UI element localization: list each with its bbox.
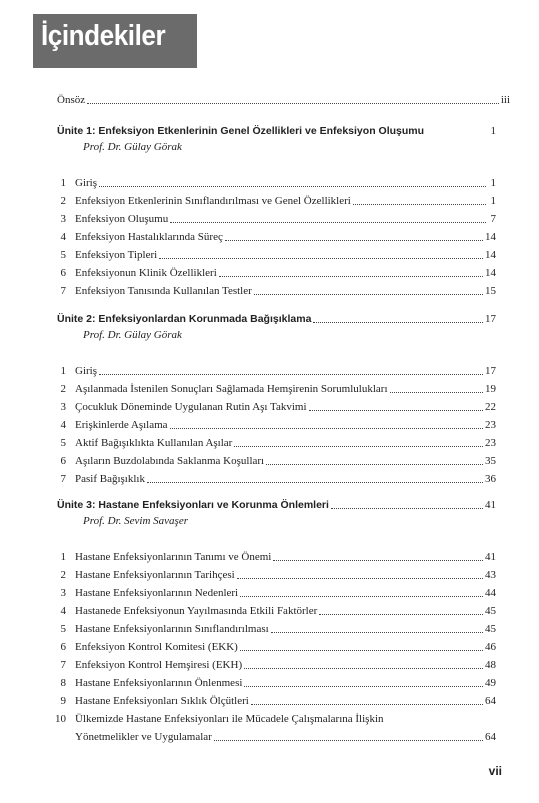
toc-item-label: Aşıların Buzdolabında Saklanma Koşulları xyxy=(75,455,265,467)
toc-item xyxy=(75,675,496,690)
toc-page: 46 xyxy=(485,641,496,653)
toc-item xyxy=(75,639,496,654)
toc-item xyxy=(75,657,496,672)
toc-item-number: 4 xyxy=(60,605,66,617)
dot-leader xyxy=(244,685,483,687)
toc-item-number: 6 xyxy=(60,641,66,653)
toc-item-number: 2 xyxy=(60,383,66,395)
unit-author: Prof. Dr. Sevim Savaşer xyxy=(83,515,188,527)
toc-page: 43 xyxy=(485,569,496,581)
toc-item xyxy=(75,211,496,226)
toc-item-number: 5 xyxy=(60,623,66,635)
toc-page: 45 xyxy=(485,605,496,617)
toc-label: Önsöz xyxy=(57,94,86,106)
toc-item-label: Enfeksiyon Kontrol Komitesi (EKK) xyxy=(75,641,238,653)
toc-row-unit xyxy=(57,497,496,512)
toc-item-label: Erişkinlerde Aşılama xyxy=(75,419,168,431)
dot-leader xyxy=(87,102,499,104)
toc-item xyxy=(75,585,496,600)
dot-leader xyxy=(273,559,483,561)
toc-item-number: 5 xyxy=(60,249,66,261)
toc-item-number: 7 xyxy=(60,285,66,297)
dot-leader xyxy=(219,275,483,277)
toc-page: 45 xyxy=(485,623,496,635)
toc-row-unit xyxy=(57,123,496,138)
toc-item-label: Hastane Enfeksiyonlarının Sınıflandırılması xyxy=(75,623,269,635)
dot-leader xyxy=(240,595,483,597)
toc-item-label: Pasif Bağışıklık xyxy=(75,473,145,485)
unit-title: Ünite 1: Enfeksiyon Etkenlerinin Genel Özellikleri ve Enfeksiyon Oluşumu xyxy=(57,125,425,137)
toc-item xyxy=(75,711,496,726)
toc-page: 64 xyxy=(485,695,496,707)
unit-title: Ünite 2: Enfeksiyonlardan Korunmada Bağışıklama xyxy=(57,313,312,325)
toc-item-label: Enfeksiyon Tipleri xyxy=(75,249,158,261)
toc-page: 17 xyxy=(485,313,496,325)
toc-item xyxy=(75,549,496,564)
dot-leader xyxy=(225,239,483,241)
dot-leader xyxy=(237,577,483,579)
toc-item-label: Ülkemizde Hastane Enfeksiyonları ile Mücadele Çalışmalarına İlişkin xyxy=(75,713,384,725)
contents-heading: İçindekiler xyxy=(41,20,166,52)
toc-item xyxy=(75,417,496,432)
dot-leader xyxy=(266,463,483,465)
unit-title: Ünite 3: Hastane Enfeksiyonları ve Korunma Önlemleri xyxy=(57,499,329,511)
toc-item-number: 4 xyxy=(60,231,66,243)
toc-page: 23 xyxy=(485,419,496,431)
dot-leader xyxy=(313,321,483,323)
dot-leader xyxy=(170,427,483,429)
toc-item-number: 3 xyxy=(60,587,66,599)
dot-leader xyxy=(99,373,483,375)
toc-item-number: 1 xyxy=(60,551,66,563)
toc-item-label: Hastane Enfeksiyonlarının Tarihçesi xyxy=(75,569,235,581)
toc-item xyxy=(75,603,496,618)
toc-item xyxy=(75,471,496,486)
toc-item-number: 1 xyxy=(60,365,66,377)
toc-item-label: Aşılanmada İstenilen Sonuçları Sağlamada Hemşirenin Sorumlulukları xyxy=(75,383,388,395)
dot-leader xyxy=(251,703,483,705)
toc-page: 41 xyxy=(485,499,496,511)
toc-item-number: 2 xyxy=(60,569,66,581)
dot-leader xyxy=(147,481,483,483)
toc-item-number: 1 xyxy=(60,177,66,189)
toc-item xyxy=(75,453,496,468)
toc-page: 1 xyxy=(490,177,496,189)
dot-leader xyxy=(271,631,483,633)
toc-item-label: Çocukluk Döneminde Uygulanan Rutin Aşı Takvimi xyxy=(75,401,307,413)
page-number: vii xyxy=(488,764,502,778)
toc-page: 1 xyxy=(490,195,496,207)
toc-item-number: 9 xyxy=(60,695,66,707)
toc-page: 14 xyxy=(485,231,496,243)
toc-page: 14 xyxy=(485,249,496,261)
toc-item xyxy=(75,363,496,378)
dot-leader xyxy=(234,445,483,447)
toc-item xyxy=(75,693,496,708)
dot-leader xyxy=(240,649,483,651)
toc-row-unit xyxy=(57,311,496,326)
toc-item-number: 5 xyxy=(60,437,66,449)
toc-item-number: 2 xyxy=(60,195,66,207)
toc-page: 35 xyxy=(485,455,496,467)
toc-page: 41 xyxy=(485,551,496,563)
dot-leader xyxy=(309,409,483,411)
toc-item xyxy=(75,567,496,582)
toc-page: 44 xyxy=(485,587,496,599)
dot-leader xyxy=(390,391,483,393)
toc-item xyxy=(75,229,496,244)
toc-item-number: 7 xyxy=(60,659,66,671)
dot-leader xyxy=(99,185,486,187)
dot-leader xyxy=(244,667,483,669)
toc-item-label: Enfeksiyon Etkenlerinin Sınıflandırılması ve Genel Özellikleri xyxy=(75,195,351,207)
toc-item-label: Yönetmelikler ve Uygulamalar xyxy=(75,731,212,743)
toc-page: 15 xyxy=(485,285,496,297)
toc-row-preface xyxy=(57,92,510,107)
toc-item-label: Hastane Enfeksiyonlarının Önlenmesi xyxy=(75,677,243,689)
toc-item-number: 6 xyxy=(60,455,66,467)
toc-item-label: Giriş xyxy=(75,365,97,377)
toc-item-label: Enfeksiyon Tanısında Kullanılan Testler xyxy=(75,285,252,297)
toc-item xyxy=(75,247,496,262)
toc-page: 7 xyxy=(490,213,496,225)
dot-leader xyxy=(214,739,483,741)
toc-page: 22 xyxy=(485,401,496,413)
unit-author: Prof. Dr. Gülay Görak xyxy=(83,329,182,341)
toc-item-label: Enfeksiyon Oluşumu xyxy=(75,213,169,225)
toc-item xyxy=(75,399,496,414)
toc-item-number: 6 xyxy=(60,267,66,279)
toc-page: 1 xyxy=(490,125,496,137)
dot-leader xyxy=(254,293,483,295)
toc-item-label: Giriş xyxy=(75,177,97,189)
toc-item-number: 8 xyxy=(60,677,66,689)
dot-leader xyxy=(331,507,483,509)
unit-author: Prof. Dr. Gülay Görak xyxy=(83,141,182,153)
toc-item-label: Hastane Enfeksiyonları Sıklık Ölçütleri xyxy=(75,695,249,707)
toc-item-label: Enfeksiyon Kontrol Hemşiresi (EKH) xyxy=(75,659,243,671)
toc-item-label: Enfeksiyon Hastalıklarında Süreç xyxy=(75,231,223,243)
toc-item-number: 10 xyxy=(55,713,66,725)
toc-page: 19 xyxy=(485,383,496,395)
toc-item-number: 7 xyxy=(60,473,66,485)
toc-item xyxy=(75,381,496,396)
toc-page: 23 xyxy=(485,437,496,449)
toc-item xyxy=(75,621,496,636)
dot-leader xyxy=(159,257,483,259)
toc-item-number: 4 xyxy=(60,419,66,431)
toc-item xyxy=(75,435,496,450)
toc-item-label: Enfeksiyonun Klinik Özellikleri xyxy=(75,267,217,279)
dot-leader xyxy=(319,613,483,615)
toc-page: 36 xyxy=(485,473,496,485)
toc-page: iii xyxy=(500,94,510,106)
toc-page: 49 xyxy=(485,677,496,689)
toc-item-label: Hastanede Enfeksiyonun Yayılmasında Etkili Faktörler xyxy=(75,605,318,617)
toc-page: 14 xyxy=(485,267,496,279)
toc-item xyxy=(75,729,496,744)
toc-item-number: 3 xyxy=(60,213,66,225)
dot-leader xyxy=(353,203,486,205)
toc-item xyxy=(75,175,496,190)
dot-leader xyxy=(170,221,486,223)
toc-item xyxy=(75,265,496,280)
toc-item-label: Hastane Enfeksiyonlarının Nedenleri xyxy=(75,587,239,599)
toc-item-number: 3 xyxy=(60,401,66,413)
toc-page: 48 xyxy=(485,659,496,671)
toc-page: 17 xyxy=(485,365,496,377)
toc-item-label: Hastane Enfeksiyonlarının Tanımı ve Önemi xyxy=(75,551,272,563)
toc-item xyxy=(75,193,496,208)
toc-item xyxy=(75,283,496,298)
toc-item-label: Aktif Bağışıklıkta Kullanılan Aşılar xyxy=(75,437,233,449)
toc-page: 64 xyxy=(485,731,496,743)
